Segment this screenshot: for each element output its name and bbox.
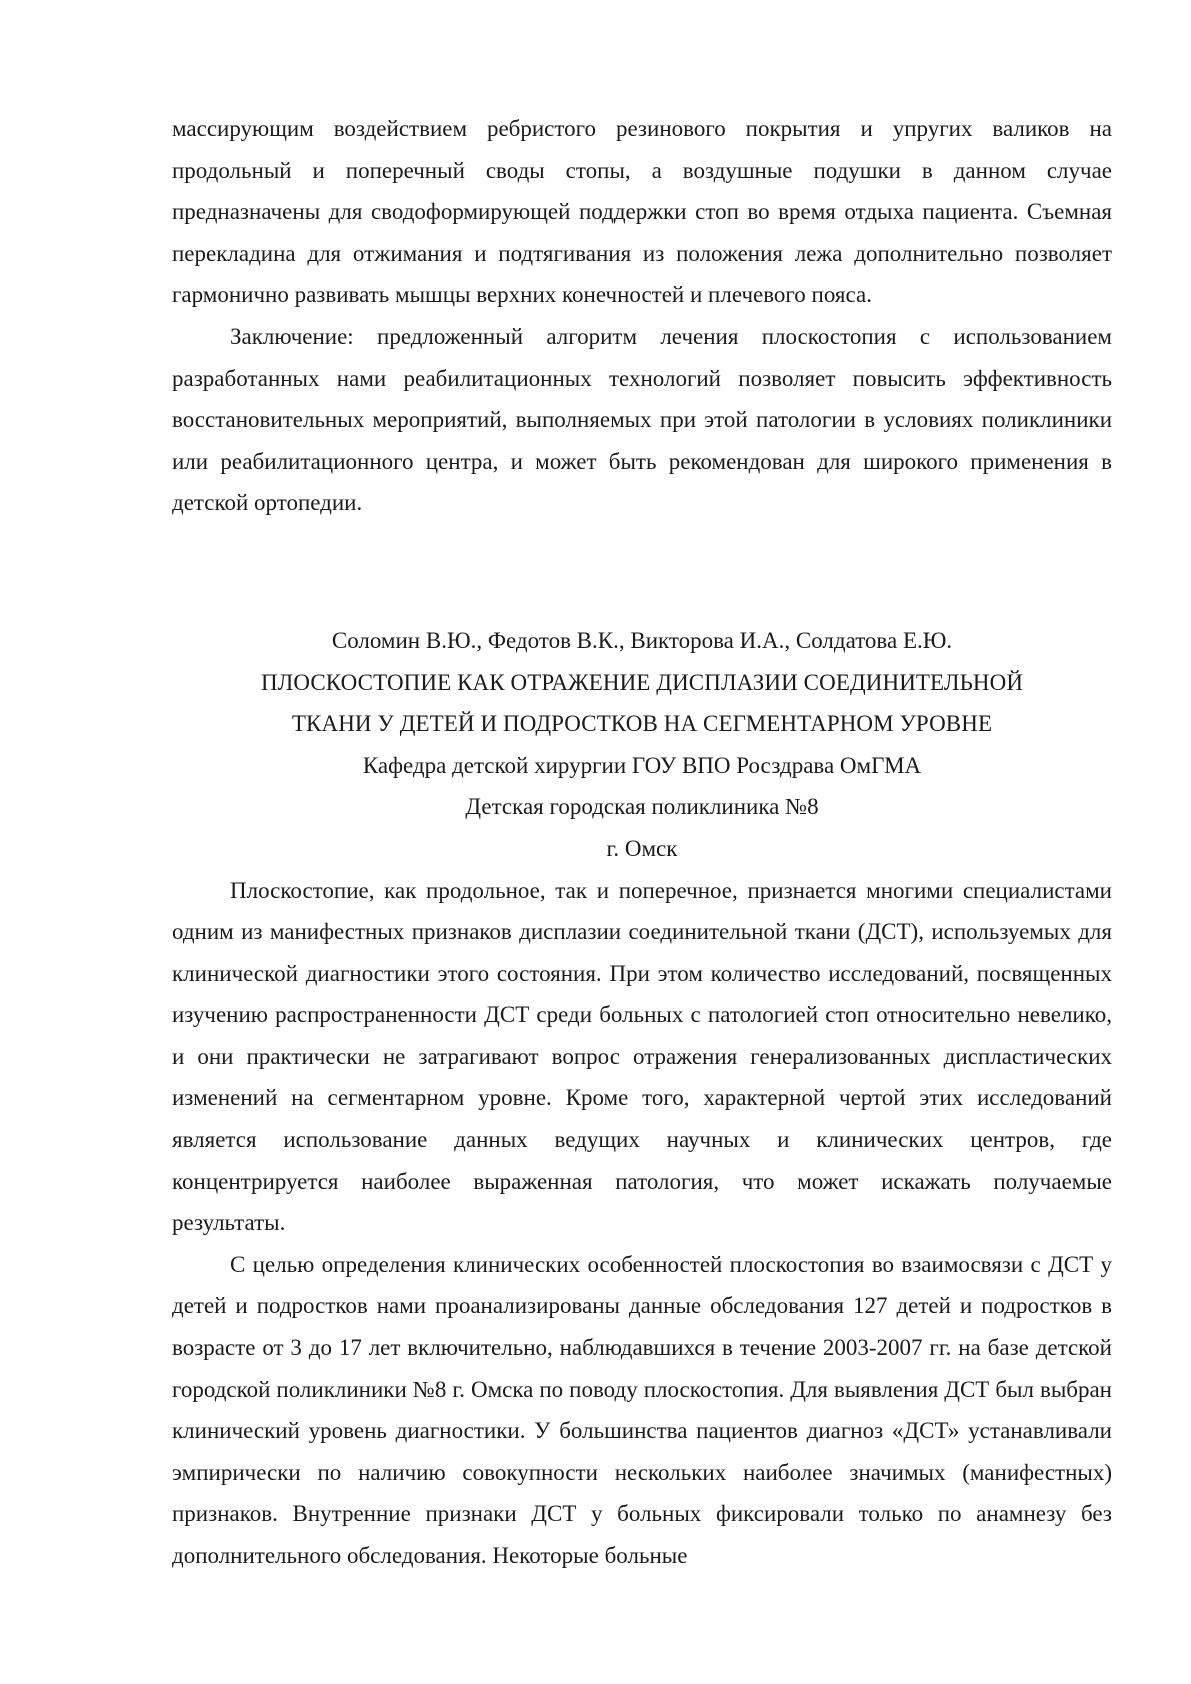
article-title-line-1: ПЛОСКОСТОПИЕ КАК ОТРАЖЕНИЕ ДИСПЛАЗИИ СОЕДИНИТЕЛЬНОЙ <box>260 669 1024 695</box>
article-title-line-2: ТКАНИ У ДЕТЕЙ И ПОДРОСТКОВ НА СЕГМЕНТАРНОМ УРОВНЕ <box>291 711 993 737</box>
article-paragraph-2: С целью определения клинических особенностей плоскостопия во взаимосвязи с ДСТ у детей и подростков нами проанализированы данные обследования 127 детей и подростков в возрасте от 3 до 17 лет включительно, наблюдавшихся в течение 2003-2007 гг. на базе детской городской поликлиники №8 г. Омска по поводу плоскостопия. Для выявления ДСТ был выбран клинический уровень диагностики. У большинства пациентов диагноз «ДСТ» устанавливали эмпирически по наличию совокупности нескольких наиболее значимых (манифестных) признаков. Внутренние признаки ДСТ у больных фиксировали только по анамнезу без дополнительного обследования. Некоторые больные <box>172 1251 1112 1568</box>
article-paragraph-1: Плоскостопие, как продольное, так и поперечное, признается многими специалистами одним из манифестных признаков дисплазии соединительной ткани (ДСТ), используемых для клинической диагностики этого состояния. При этом количество исследований, посвященных изучению распространенности ДСТ среди больных с патологией стоп относительно невелико, и они практически не затрагивают вопрос отражения генерализованных диспластических изменений на сегментарном уровне. Кроме того, характерной чертой этих исследований является использование данных ведущих научных и клинических центров, где концентрируется наиболее выраженная патология, что может искажать получаемые результаты. <box>172 877 1112 1236</box>
affiliation-city: г. Омск <box>606 835 678 861</box>
section-spacer <box>172 524 1112 620</box>
affiliation-clinic: Детская городская поликлиника №8 <box>465 794 819 820</box>
conclusion-paragraph: Заключение: предложенный алгоритм лечения плоскостопия с использованием разработанных нами реабилитационных технологий позволяет повысить эффективность восстановительных мероприятий, выполняемых при этой патологии в условиях поликлиники или реабилитационного центра, и может быть рекомендован для широкого применения в детской ортопедии. <box>172 323 1112 516</box>
page-content <box>172 108 1112 1577</box>
article-authors: Соломин В.Ю., Федотов В.К., Викторова И.А., Солдатова Е.Ю. <box>331 627 953 653</box>
affiliation-department: Кафедра детской хирургии ГОУ ВПО Росздрава ОмГМА <box>362 752 922 778</box>
body-paragraph-continuation: массирующим воздействием ребристого резинового покрытия и упругих валиков на продольный и поперечный своды стопы, а воздушные подушки в данном случае предназначены для сводоформирующей поддержки стоп во время отдыха пациента. Съемная перекладина для отжимания и подтягивания из положения лежа дополнительно позволяет гармонично развивать мышцы верхних конечностей и плечевого пояса. <box>172 116 1112 308</box>
